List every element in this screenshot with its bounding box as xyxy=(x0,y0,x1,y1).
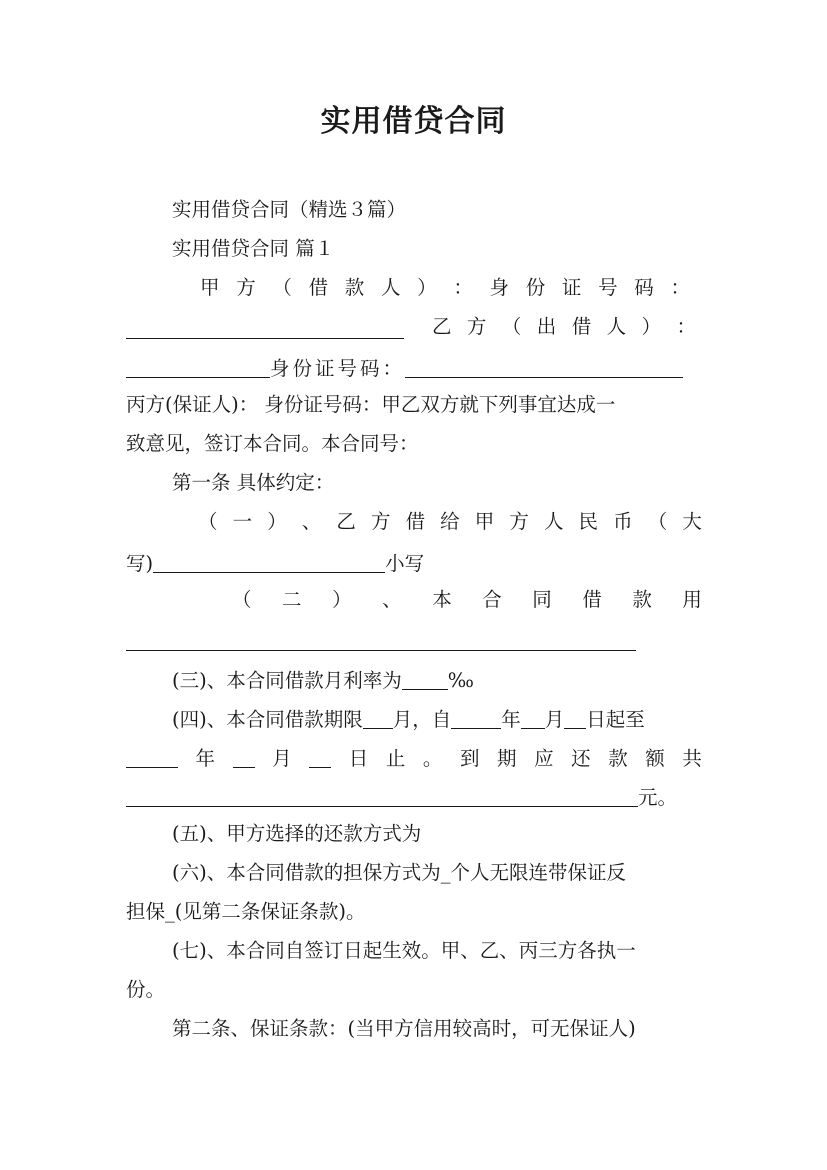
party-a-char: ： xyxy=(670,276,690,299)
end-date-char: 共 xyxy=(682,747,702,770)
clause-7-cont-line xyxy=(126,972,702,1008)
party-a-char: ） xyxy=(417,276,437,299)
article-one-text: 第一条 具体约定： xyxy=(172,471,335,494)
term-months-blank xyxy=(363,702,393,729)
clause-2-char: 借 xyxy=(582,588,602,611)
party-a-char: 借 xyxy=(308,276,329,299)
clause-1-char: 币 xyxy=(613,510,633,533)
start-day-blank xyxy=(564,702,586,729)
party-a-char: 号 xyxy=(598,276,618,299)
end-date-char: 到 xyxy=(459,747,480,770)
clause-1-char: （ xyxy=(198,510,218,533)
party-a-char: 甲 xyxy=(200,276,220,299)
clause-1-amount-line xyxy=(126,543,702,579)
party-a-char: 证 xyxy=(561,276,582,299)
clause-1-char: 一 xyxy=(232,510,253,533)
party-a-char: 码 xyxy=(634,276,654,299)
clause-2-char: 、 xyxy=(382,588,402,611)
clause-6-cont-text: 担保_(见第二条保证条款)。 xyxy=(126,900,366,923)
end-date-char: 日 xyxy=(348,747,369,770)
permille-sign: ‰ xyxy=(447,669,474,692)
party-b-char: （ xyxy=(501,315,522,338)
clause-1-char: ） xyxy=(267,510,287,533)
party-c-line xyxy=(126,387,702,423)
party-b-char: ） xyxy=(641,315,662,338)
party-a-char: （ xyxy=(272,276,292,299)
amount-small-label: 小写 xyxy=(385,552,425,575)
repay-amount-line xyxy=(126,777,702,813)
end-date-char: 应 xyxy=(534,747,554,770)
end-date-char: 。 xyxy=(422,747,443,770)
party-b-char: 方 xyxy=(466,315,487,338)
clause-2-char: ） xyxy=(332,588,352,611)
article-one-heading xyxy=(172,465,702,501)
amount-capital-blank xyxy=(153,546,385,573)
clause-1-line xyxy=(198,504,702,540)
end-date-char: 月 xyxy=(272,747,292,770)
clause-3-text: (三)、本合同借款月利率为 xyxy=(172,669,402,692)
clause-5-text: (五)、甲方选择的还款方式为 xyxy=(172,822,422,845)
purpose-blank xyxy=(126,624,636,651)
clause-1-char: 借 xyxy=(405,510,426,533)
end-date-line xyxy=(126,738,702,774)
party-b-char: 出 xyxy=(536,315,557,338)
party-a-char: ： xyxy=(453,276,473,299)
clause-1-char: 乙 xyxy=(336,510,356,533)
yuan-label: 元。 xyxy=(638,786,678,809)
section-heading-text: 实用借贷合同 篇１ xyxy=(172,237,335,260)
start-month-blank xyxy=(521,702,545,729)
end-day-blank xyxy=(309,741,331,768)
clause-2-line xyxy=(232,582,702,618)
clause-1-char: 民 xyxy=(578,510,599,533)
subtitle-text: 实用借贷合同（精选３篇） xyxy=(172,198,407,221)
clause-1-char: 人 xyxy=(543,510,564,533)
party-b-id-blank xyxy=(405,351,683,378)
clause-2-char: 合 xyxy=(482,588,502,611)
end-date-char: 还 xyxy=(571,747,591,770)
clause-2-char: 用 xyxy=(682,588,702,611)
party-a-char: 方 xyxy=(236,276,256,299)
clause-7-line xyxy=(172,933,702,969)
agreement-text: 致意见，签订本合同。本合同号： xyxy=(126,432,419,455)
section-heading-line xyxy=(172,231,702,267)
party-a-char: 人 xyxy=(380,276,401,299)
party-b-id-label: 身份证号码： xyxy=(270,357,406,380)
party-c-text: 丙方(保证人)： 身份证号码：甲乙双方就下列事宜达成一 xyxy=(126,393,616,416)
party-b-blank xyxy=(126,351,270,378)
party-a-char: 份 xyxy=(525,276,546,299)
party-b-char: ： xyxy=(676,315,696,338)
end-date-char: 期 xyxy=(497,747,517,770)
clause-7-text: (七)、本合同自签订日起生效。甲、乙、丙三方各执一 xyxy=(172,939,636,962)
clause-2-char: 款 xyxy=(632,588,652,611)
clause-1-char: 方 xyxy=(370,510,391,533)
clause-1-char: 给 xyxy=(440,510,460,533)
clause-4-until: 日起至 xyxy=(586,708,645,731)
interest-rate-blank xyxy=(402,663,448,690)
party-b-id-line xyxy=(126,348,702,384)
end-year-blank xyxy=(126,741,178,768)
article-two-text: 第二条、保证条款：(当甲方信用较高时，可无保证人) xyxy=(172,1017,636,1040)
clause-3-line xyxy=(172,660,702,696)
clause-1-char: 方 xyxy=(509,510,529,533)
end-date-char: 款 xyxy=(608,747,628,770)
clause-2-char: 同 xyxy=(532,588,552,611)
clause-1-char: 甲 xyxy=(474,510,495,533)
start-year-blank xyxy=(451,702,501,729)
clause-1-char: 、 xyxy=(301,510,322,533)
article-two-line xyxy=(172,1011,702,1047)
party-a-char: 身 xyxy=(489,276,510,299)
end-date-char: 额 xyxy=(645,747,665,770)
end-date-char: 年 xyxy=(195,747,216,770)
party-b-label xyxy=(432,309,696,345)
party-b-char: 借 xyxy=(571,315,592,338)
end-month-blank xyxy=(233,741,255,768)
clause-2-char: 二 xyxy=(282,588,302,611)
subtitle-line xyxy=(172,192,702,228)
party-b-char: 乙 xyxy=(432,315,452,338)
clause-6-cont-line xyxy=(126,894,702,930)
clause-4-year: 年 xyxy=(501,708,521,731)
clause-7-cont-text: 份。 xyxy=(126,978,166,1001)
repay-amount-blank xyxy=(126,780,638,807)
agreement-line xyxy=(126,426,702,462)
party-a-char: 款 xyxy=(344,276,365,299)
clause-4-month: 月 xyxy=(544,708,565,731)
clause-1-char: （ xyxy=(647,510,668,533)
party-b-char: 人 xyxy=(606,315,627,338)
party-b-line xyxy=(126,309,702,345)
clause-5-line xyxy=(172,816,702,852)
clause-2-char: （ xyxy=(232,588,252,611)
clause-4-from: 月，自 xyxy=(392,708,452,731)
clause-2-char: 本 xyxy=(432,588,452,611)
party-a-id-blank xyxy=(126,312,404,339)
clause-4-text: (四)、本合同借款期限 xyxy=(172,708,363,731)
clause-6-text: (六)、本合同借款的担保方式为_个人无限连带保证反 xyxy=(172,861,626,884)
document-title: 实用借贷合同 xyxy=(320,104,507,139)
purpose-blank-line xyxy=(126,621,702,657)
clause-1-char: 大 xyxy=(682,510,702,533)
clause-1-cont: 写) xyxy=(126,552,154,575)
clause-4-line xyxy=(172,699,702,735)
clause-6-line xyxy=(172,855,702,891)
party-a-line xyxy=(200,270,690,306)
end-date-char: 止 xyxy=(385,747,406,770)
